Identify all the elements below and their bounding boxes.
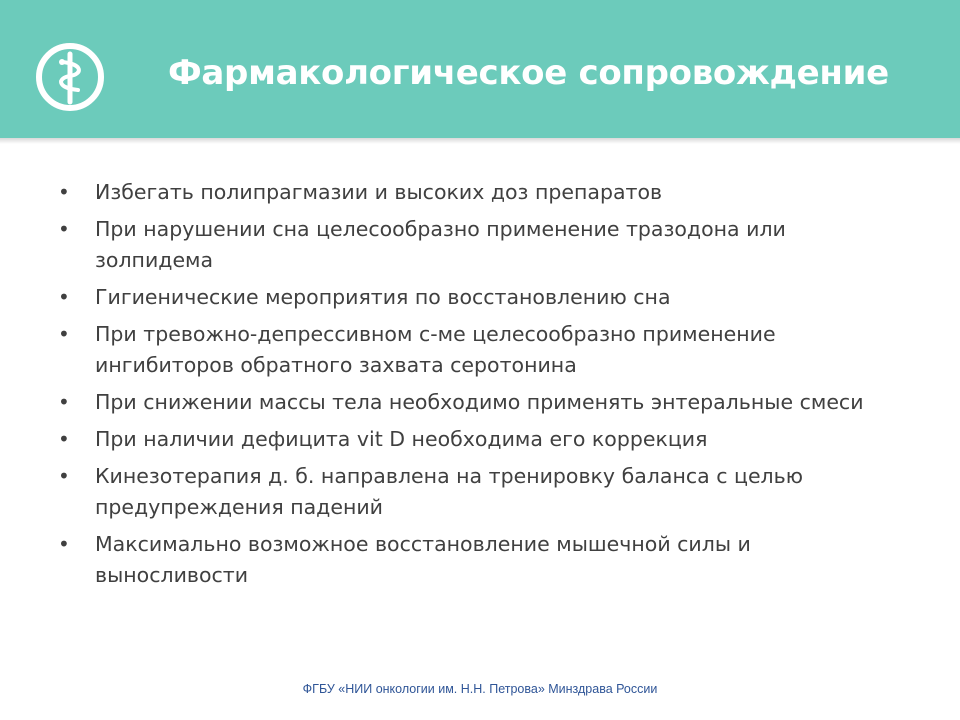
bullet-marker: • [58,427,70,451]
bullet-text: При нарушении сна целесообразно применение тразодона или золпидема [95,217,786,272]
header-bar [0,0,960,138]
bullet-marker: • [58,180,70,204]
bullet-marker: • [58,217,70,241]
bullet-item [58,319,908,381]
bullet-marker: • [58,285,70,309]
slide-title: Фармакологическое сопровождение [168,53,889,93]
bullet-item [58,177,908,208]
bullet-text: Максимально возможное восстановление мышечной силы и выносливости [95,532,751,587]
bullet-item [58,529,908,591]
bullet-text: Избегать полипрагмазии и высоких доз препаратов [95,180,663,204]
bullet-item [58,214,908,276]
header-divider [0,138,960,144]
rod-of-asclepius-icon [33,40,107,114]
bullet-text: При наличии дефицита vit D необходима его коррекция [95,427,708,451]
bullet-marker: • [58,390,70,414]
bullet-item [58,387,908,418]
bullet-item [58,461,908,523]
bullet-text: При тревожно-депрессивном с-ме целесообразно применение ингибиторов обратного захвата серотонина [95,322,776,377]
bullet-list [58,177,908,597]
bullet-marker: • [58,322,70,346]
bullet-item [58,282,908,313]
bullet-text: При снижении массы тела необходимо применять энтеральные смеси [95,390,864,414]
bullet-text: Гигиенические мероприятия по восстановлению сна [95,285,671,309]
bullet-marker: • [58,532,70,556]
footer-institution: ФГБУ «НИИ онкологии им. Н.Н. Петрова» Минздрава России [302,682,658,696]
bullet-marker: • [58,464,70,488]
bullet-text: Кинезотерапия д. б. направлена на тренировку баланса с целью предупреждения падений [95,464,804,519]
bullet-item [58,424,908,455]
